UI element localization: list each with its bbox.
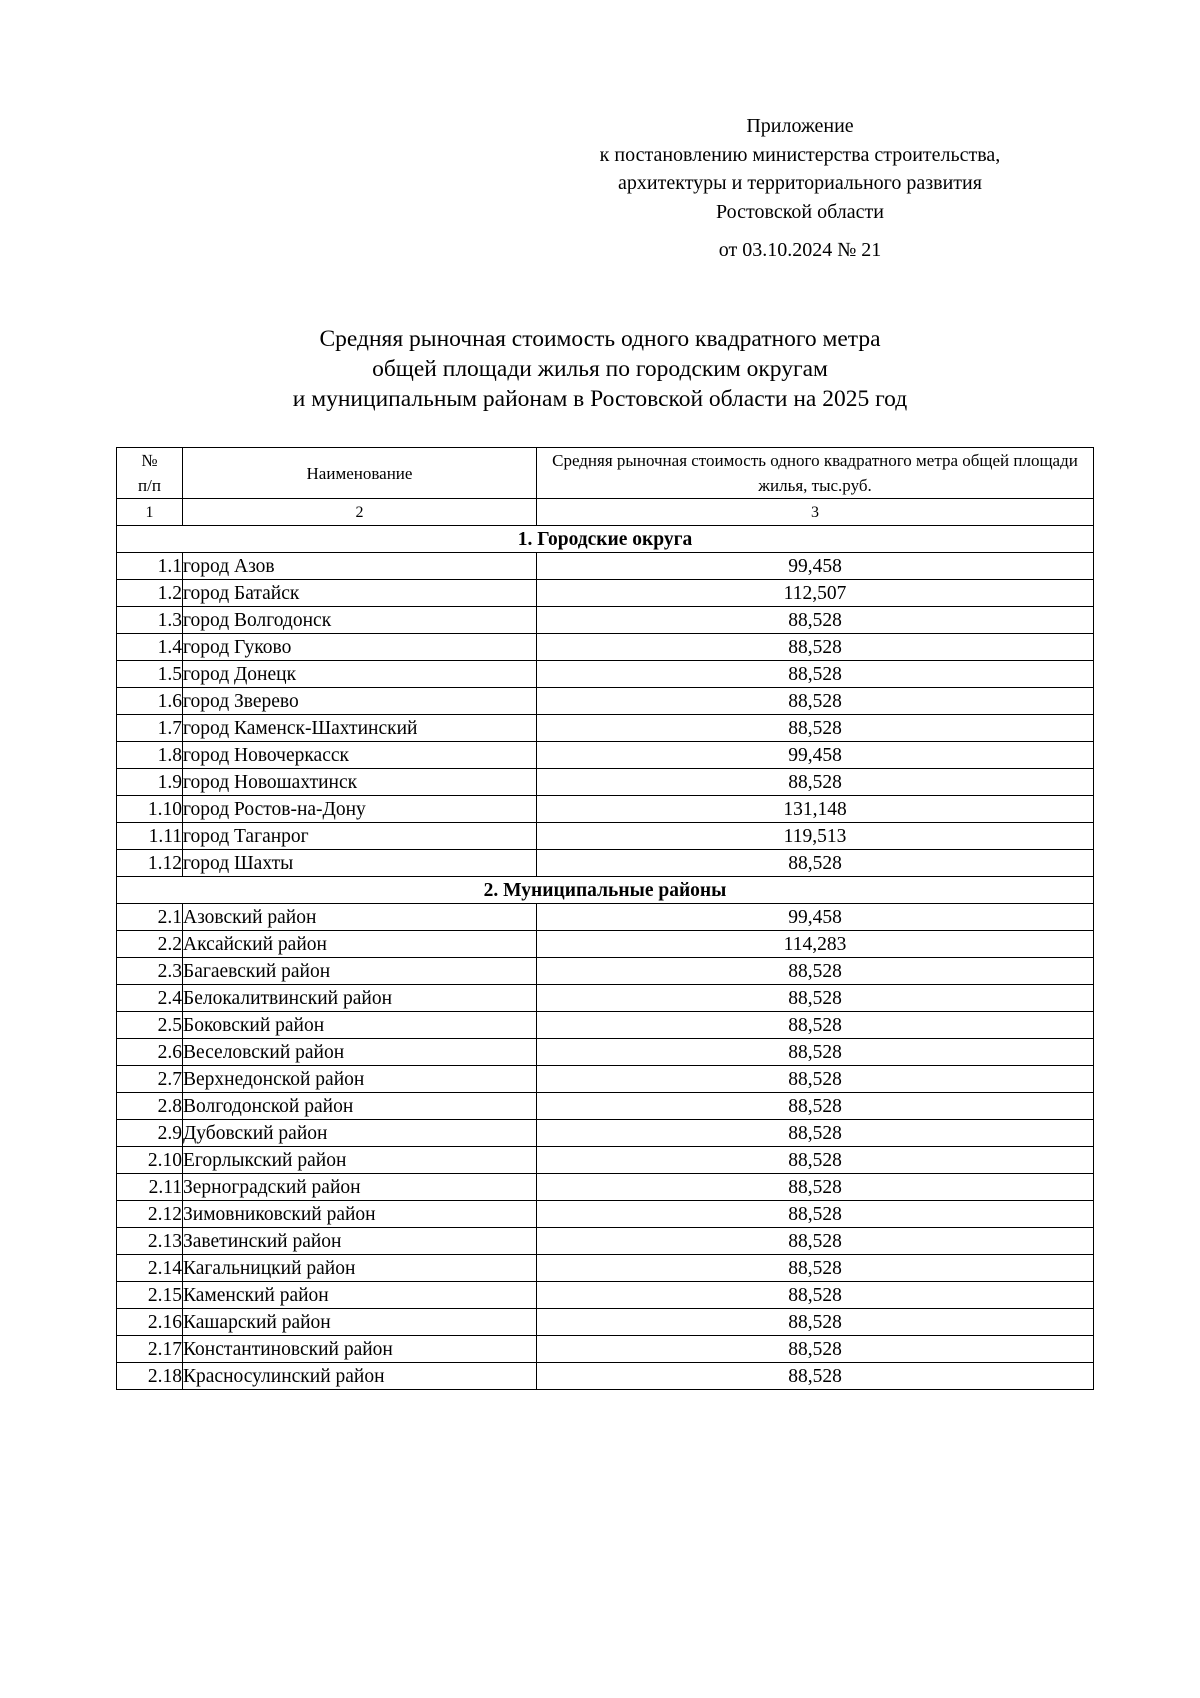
row-value: 88,528 [537, 958, 1094, 985]
row-value: 88,528 [537, 1093, 1094, 1120]
appendix-line: Ростовской области [716, 200, 884, 223]
row-value: 88,528 [537, 1066, 1094, 1093]
row-name: Боковский район [183, 1012, 537, 1039]
row-value: 88,528 [537, 661, 1094, 688]
row-number: 2.17 [117, 1336, 183, 1363]
row-name: город Батайск [183, 580, 537, 607]
row-name: Константиновский район [183, 1336, 537, 1363]
row-number: 1.11 [117, 823, 183, 850]
table-header-row [117, 448, 1094, 499]
row-name: город Новошахтинск [183, 769, 537, 796]
row-name: Багаевский район [183, 958, 537, 985]
row-number: 2.18 [117, 1363, 183, 1390]
row-value: 99,458 [537, 742, 1094, 769]
row-name: город Таганрог [183, 823, 537, 850]
table-row [117, 1093, 1094, 1120]
table-row [117, 607, 1094, 634]
row-name: Красносулинский район [183, 1363, 537, 1390]
row-number: 2.12 [117, 1201, 183, 1228]
table-row [117, 1012, 1094, 1039]
row-value: 119,513 [537, 823, 1094, 850]
table-row [117, 742, 1094, 769]
row-number: 1.4 [117, 634, 183, 661]
section-title: 2. Муниципальные районы [117, 877, 1094, 904]
row-value: 131,148 [537, 796, 1094, 823]
row-name: Каменский район [183, 1282, 537, 1309]
table-row [117, 1066, 1094, 1093]
row-number: 2.3 [117, 958, 183, 985]
table-row [117, 1336, 1094, 1363]
row-name: город Гуково [183, 634, 537, 661]
table-row [117, 904, 1094, 931]
row-number: 1.3 [117, 607, 183, 634]
table-row [117, 715, 1094, 742]
row-number: 1.12 [117, 850, 183, 877]
table-row [117, 985, 1094, 1012]
row-number: 2.2 [117, 931, 183, 958]
header-name: Наименование [183, 448, 537, 499]
row-name: город Зверево [183, 688, 537, 715]
row-value: 99,458 [537, 553, 1094, 580]
table-row [117, 1174, 1094, 1201]
table-row [117, 1282, 1094, 1309]
row-name: Азовский район [183, 904, 537, 931]
row-value: 88,528 [537, 1282, 1094, 1309]
table-row [117, 1255, 1094, 1282]
table-row [117, 580, 1094, 607]
row-number: 1.2 [117, 580, 183, 607]
table-row [117, 634, 1094, 661]
row-value: 88,528 [537, 688, 1094, 715]
row-name: Дубовский район [183, 1120, 537, 1147]
row-value: 88,528 [537, 985, 1094, 1012]
row-value: 88,528 [537, 607, 1094, 634]
row-name: город Ростов-на-Дону [183, 796, 537, 823]
row-name: Зерноградский район [183, 1174, 537, 1201]
table-row [117, 1228, 1094, 1255]
table-row [117, 1363, 1094, 1390]
title-line: и муниципальным районам в Ростовской области на 2025 год [292, 386, 908, 412]
column-number: 1 [117, 499, 183, 526]
row-number: 2.11 [117, 1174, 183, 1201]
row-number: 2.5 [117, 1012, 183, 1039]
row-number: 2.4 [117, 985, 183, 1012]
row-value: 88,528 [537, 1174, 1094, 1201]
table-row [117, 850, 1094, 877]
price-table [116, 447, 1094, 1390]
row-value: 88,528 [537, 1012, 1094, 1039]
row-number: 2.14 [117, 1255, 183, 1282]
row-name: город Донецк [183, 661, 537, 688]
table-row [117, 1309, 1094, 1336]
appendix-line: Приложение [746, 115, 854, 137]
row-name: город Волгодонск [183, 607, 537, 634]
row-number: 2.15 [117, 1282, 183, 1309]
row-number: 1.1 [117, 553, 183, 580]
row-value: 88,528 [537, 1336, 1094, 1363]
row-number: 1.8 [117, 742, 183, 769]
row-value: 88,528 [537, 1255, 1094, 1282]
row-number: 2.8 [117, 1093, 183, 1120]
row-name: город Шахты [183, 850, 537, 877]
table-row [117, 1201, 1094, 1228]
row-name: Заветинский район [183, 1228, 537, 1255]
row-number: 2.9 [117, 1120, 183, 1147]
row-value: 88,528 [537, 634, 1094, 661]
row-name: город Азов [183, 553, 537, 580]
row-value: 88,528 [537, 1309, 1094, 1336]
table-row [117, 931, 1094, 958]
document-title [200, 324, 1000, 414]
appendix-date: от 03.10.2024 № 21 [718, 239, 882, 261]
appendix-block [560, 112, 1040, 265]
column-number: 2 [183, 499, 537, 526]
table-row [117, 688, 1094, 715]
column-number: 3 [537, 499, 1094, 526]
section-row [117, 877, 1094, 904]
table-row [117, 1147, 1094, 1174]
row-number: 2.10 [117, 1147, 183, 1174]
row-value: 88,528 [537, 1039, 1094, 1066]
row-value: 112,507 [537, 580, 1094, 607]
row-number: 2.1 [117, 904, 183, 931]
row-value: 88,528 [537, 1201, 1094, 1228]
header-number [117, 448, 183, 499]
row-value: 88,528 [537, 715, 1094, 742]
row-number: 1.9 [117, 769, 183, 796]
row-value: 114,283 [537, 931, 1094, 958]
column-number-row [117, 499, 1094, 526]
row-number: 2.16 [117, 1309, 183, 1336]
row-value: 99,458 [537, 904, 1094, 931]
table-row [117, 958, 1094, 985]
table-row [117, 1039, 1094, 1066]
table-row [117, 769, 1094, 796]
table-row [117, 1120, 1094, 1147]
row-name: Белокалитвинский район [183, 985, 537, 1012]
table-row [117, 823, 1094, 850]
row-value: 88,528 [537, 1363, 1094, 1390]
row-number: 2.7 [117, 1066, 183, 1093]
row-number: 1.6 [117, 688, 183, 715]
row-name: Аксайский район [183, 931, 537, 958]
row-value: 88,528 [537, 769, 1094, 796]
row-number: 2.13 [117, 1228, 183, 1255]
table-row [117, 796, 1094, 823]
header-number-abbr: п/п [138, 476, 161, 495]
section-row [117, 526, 1094, 553]
table-row [117, 553, 1094, 580]
row-name: город Новочеркасск [183, 742, 537, 769]
row-value: 88,528 [537, 1147, 1094, 1174]
row-number: 2.6 [117, 1039, 183, 1066]
table-row [117, 661, 1094, 688]
header-number-symbol: № [141, 451, 158, 470]
appendix-line: архитектуры и территориального развития [618, 172, 982, 194]
row-name: Егорлыкский район [183, 1147, 537, 1174]
row-name: Волгодонской район [183, 1093, 537, 1120]
row-name: Кашарский район [183, 1309, 537, 1336]
row-name: Веселовский район [183, 1039, 537, 1066]
row-number: 1.10 [117, 796, 183, 823]
title-line: общей площади жилья по городским округам [372, 356, 828, 382]
row-number: 1.7 [117, 715, 183, 742]
row-value: 88,528 [537, 1228, 1094, 1255]
row-name: Кагальницкий район [183, 1255, 537, 1282]
header-value: Средняя рыночная стоимость одного квадратного метра общей площади жилья, тыс.руб. [537, 448, 1094, 499]
appendix-line: к постановлению министерства строительства, [599, 143, 1001, 166]
row-value: 88,528 [537, 850, 1094, 877]
row-name: Зимовниковский район [183, 1201, 537, 1228]
section-title: 1. Городские округа [117, 526, 1094, 553]
title-line: Средняя рыночная стоимость одного квадратного метра [319, 326, 881, 352]
row-number: 1.5 [117, 661, 183, 688]
row-name: город Каменск-Шахтинский [183, 715, 537, 742]
row-value: 88,528 [537, 1120, 1094, 1147]
row-name: Верхнедонской район [183, 1066, 537, 1093]
